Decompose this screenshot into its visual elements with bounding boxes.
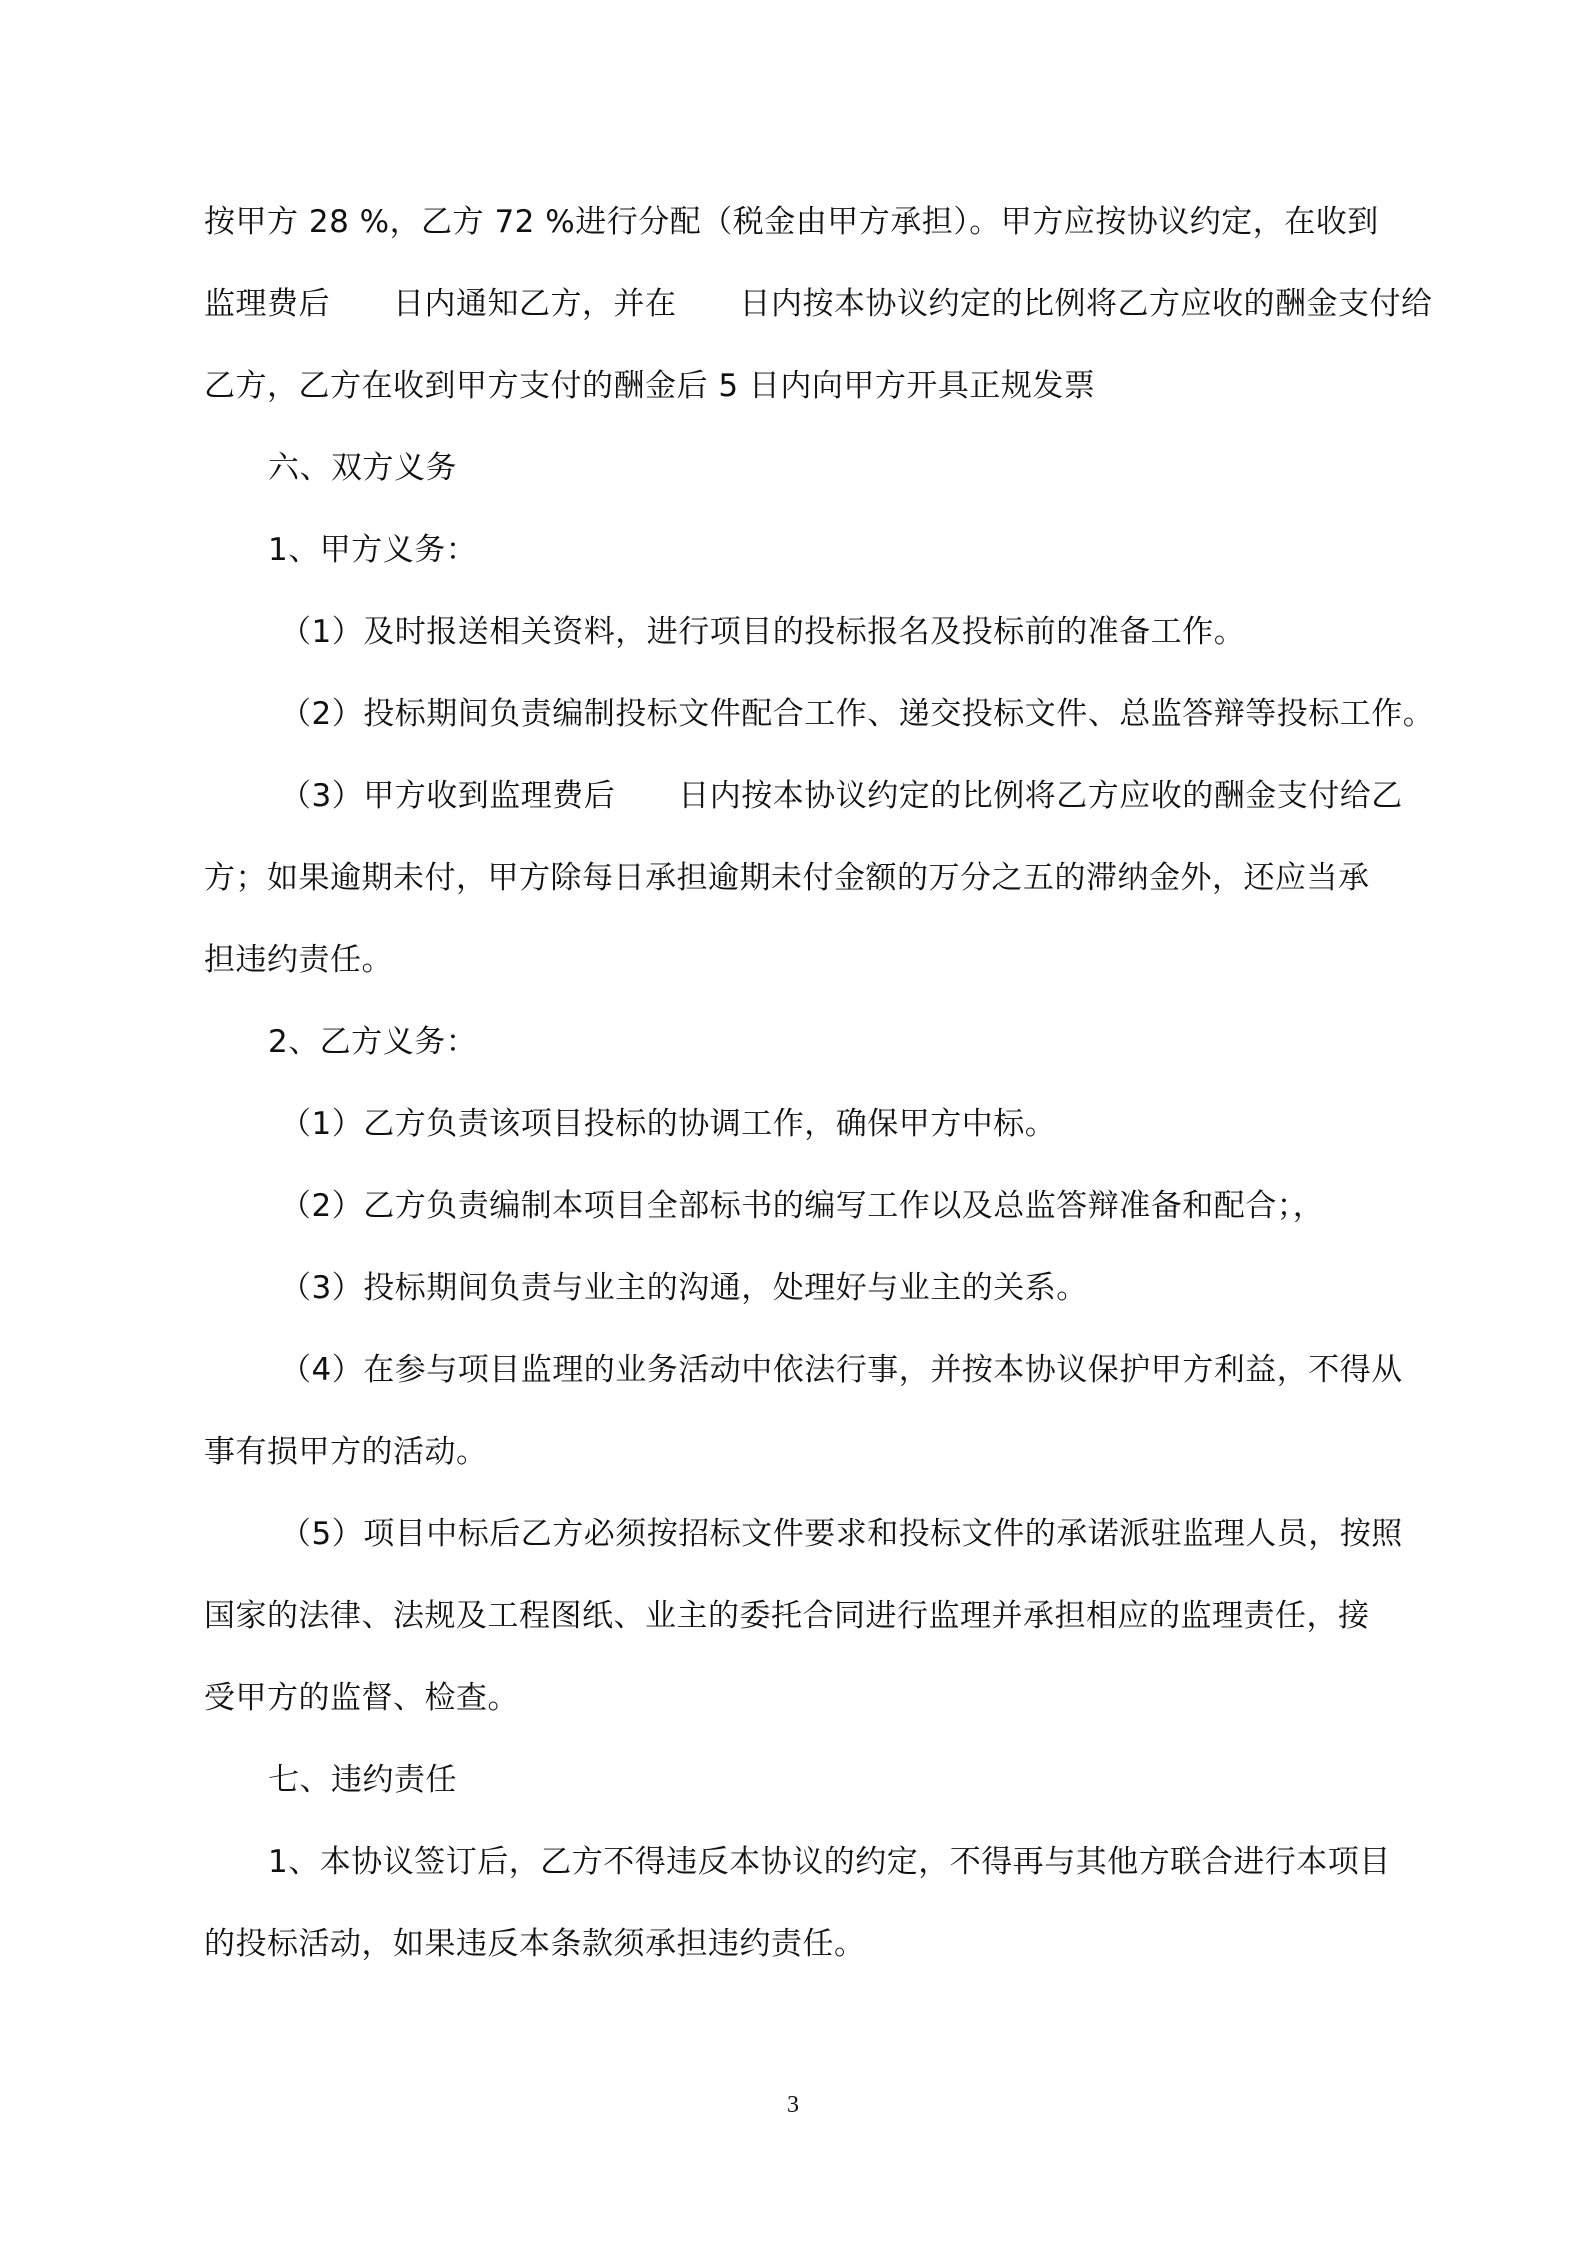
section-heading-obligations: 六、双方义务 (268, 450, 457, 486)
list-item: （4）在参与项目监理的业务活动中依法行事，并按本协议保护甲方利益，不得从 (280, 1352, 1403, 1388)
list-item: （2）乙方负责编制本项目全部标书的编写工作以及总监答辩准备和配合；， (280, 1188, 1325, 1224)
body-line: 的投标活动，如果违反本条款须承担违约责任。 (204, 1926, 866, 1962)
list-item: （1）乙方负责该项目投标的协调工作，确保甲方中标。 (280, 1106, 1057, 1142)
body-line: 乙方，乙方在收到甲方支付的酬金后 5 日内向甲方开具正规发票 (204, 368, 1096, 404)
subsection-heading-party-b: 2、乙方义务： (268, 1024, 478, 1060)
list-item: （1）及时报送相关资料，进行项目的投标报名及投标前的准备工作。 (280, 614, 1246, 650)
body-line: 担违约责任。 (204, 942, 393, 978)
list-item: （5）项目中标后乙方必须按招标文件要求和投标文件的承诺派驻监理人员，按照 (280, 1516, 1403, 1552)
body-line: 方；如果逾期未付，甲方除每日承担逾期未付金额的万分之五的滞纳金外，还应当承 (204, 860, 1370, 896)
body-line: 按甲方 28 %，乙方 72 %进行分配（税金由甲方承担）。甲方应按协议约定，在收到 (204, 204, 1379, 240)
list-item: 1、本协议签订后，乙方不得违反本协议的约定，不得再与其他方联合进行本项目 (268, 1844, 1391, 1880)
body-line: 国家的法律、法规及工程图纸、业主的委托合同进行监理并承担相应的监理责任，接 (204, 1598, 1370, 1634)
section-heading-liability: 七、违约责任 (268, 1762, 457, 1798)
body-line: 监理费后 日内通知乙方，并在 日内按本协议约定的比例将乙方应收的酬金支付给 (204, 286, 1433, 322)
subsection-heading-party-a: 1、甲方义务： (268, 532, 478, 568)
page-number: 3 (787, 2092, 799, 2118)
list-item: （3）甲方收到监理费后 日内按本协议约定的比例将乙方应收的酬金支付给乙 (280, 778, 1403, 814)
body-line: 受甲方的监督、检查。 (204, 1680, 519, 1716)
list-item: （3）投标期间负责与业主的沟通，处理好与业主的关系。 (280, 1270, 1088, 1306)
list-item: （2）投标期间负责编制投标文件配合工作、递交投标文件、总监答辩等投标工作。 (280, 696, 1435, 732)
body-line: 事有损甲方的活动。 (204, 1434, 488, 1470)
